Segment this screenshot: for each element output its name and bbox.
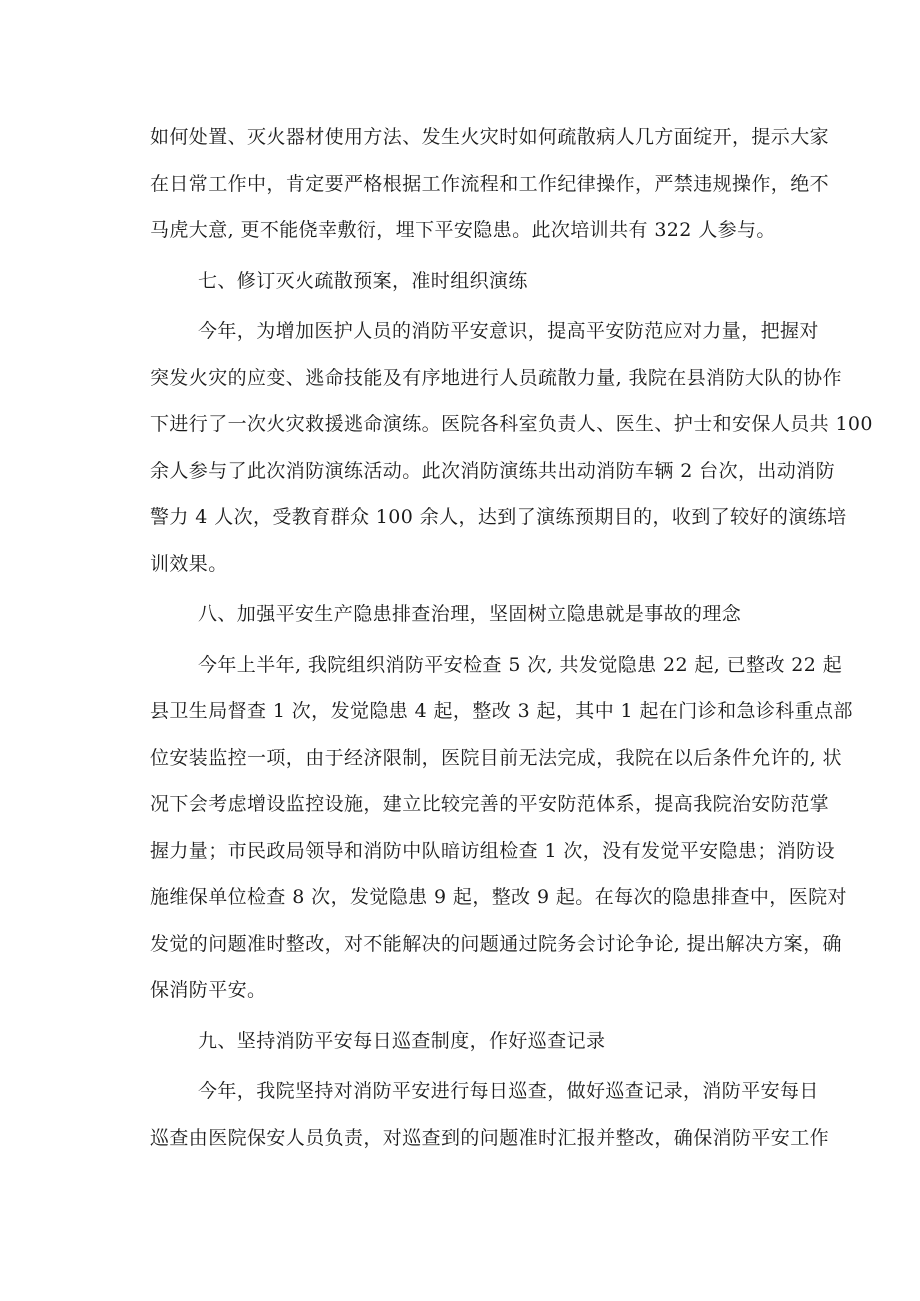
heading-text: 八、加强平安生产隐患排查治理，坚固树立隐患就是事故的理念	[198, 603, 742, 625]
section-heading-9	[150, 1018, 800, 1065]
paragraph-training-summary	[150, 114, 830, 254]
text-line: 巡查由医院保安人员负责，对巡查到的问题准时汇报并整改，确保消防平安工作	[150, 1126, 830, 1149]
text-line: 施维保单位检查 8 次，发觉隐患 9 起，整改 9 起。在每次的隐患排查中，医院对	[150, 886, 847, 908]
document-body	[150, 114, 873, 1161]
text-line: 况下会考虑增设监控设施，建立比较完善的平安防范体系，提高我院治安防范掌	[150, 793, 830, 815]
section-heading-8	[150, 591, 800, 638]
paragraph-daily-patrol	[150, 1068, 830, 1161]
text-line: 今年，我院坚持对消防平安进行每日巡查，做好巡查记录，消防平安每日	[198, 1080, 819, 1102]
text-line: 发觉的问题准时整改，对不能解决的问题通过院务会讨论争论, 提出解决方案，确	[150, 932, 842, 955]
heading-text: 九、坚持消防平安每日巡查制度，作好巡查记录	[198, 1029, 606, 1052]
text-line: 今年上半年, 我院组织消防平安检查 5 次, 共发觉隐患 22 起, 已整改 22 起	[198, 653, 843, 676]
text-line: 训效果。	[150, 552, 228, 575]
section-heading-7	[150, 258, 800, 305]
text-line: 县卫生局督查 1 次，发觉隐患 4 起，整改 3 起，其中 1 起在门诊和急诊科重点部	[150, 700, 853, 722]
text-line: 握力量；市民政局领导和消防中队暗访组检查 1 次，没有发觉平安隐患；消防设	[150, 839, 835, 862]
text-line: 如何处置、灭火器材使用方法、发生火灾时如何疏散病人几方面绽开，提示大家	[150, 126, 830, 148]
paragraph-hazard-inspection	[150, 642, 853, 1014]
text-line: 警力 4 人次，受教育群众 100 余人，达到了演练预期目的，收到了较好的演练培	[150, 506, 847, 528]
text-line: 突发火灾的应变、逃命技能及有序地进行人员疏散力量, 我院在县消防大队的协作	[150, 366, 842, 389]
text-line: 下进行了一次火灾救援逃命演练。医院各科室负责人、医生、护士和安保人员共 100	[150, 413, 873, 435]
text-line: 位安装监控一项，由于经济限制，医院目前无法完成，我院在以后条件允许的, 状	[150, 746, 842, 769]
paragraph-evacuation-drill	[150, 308, 873, 587]
text-line: 保消防平安。	[150, 979, 267, 1001]
text-line: 在日常工作中，肯定要严格根据工作流程和工作纪律操作，严禁违规操作，绝不	[150, 172, 830, 195]
heading-text: 七、修订灭火疏散预案，准时组织演练	[198, 269, 528, 292]
text-line: 今年，为增加医护人员的消防平安意识，提高平安防范应对力量，把握对	[198, 320, 819, 342]
text-line: 马虎大意, 更不能侥幸敷衍，埋下平安隐患。此次培训共有 322 人参与。	[150, 219, 776, 241]
text-line: 余人参与了此次消防演练活动。此次消防演练共出动消防车辆 2 台次，出动消防	[150, 459, 835, 482]
